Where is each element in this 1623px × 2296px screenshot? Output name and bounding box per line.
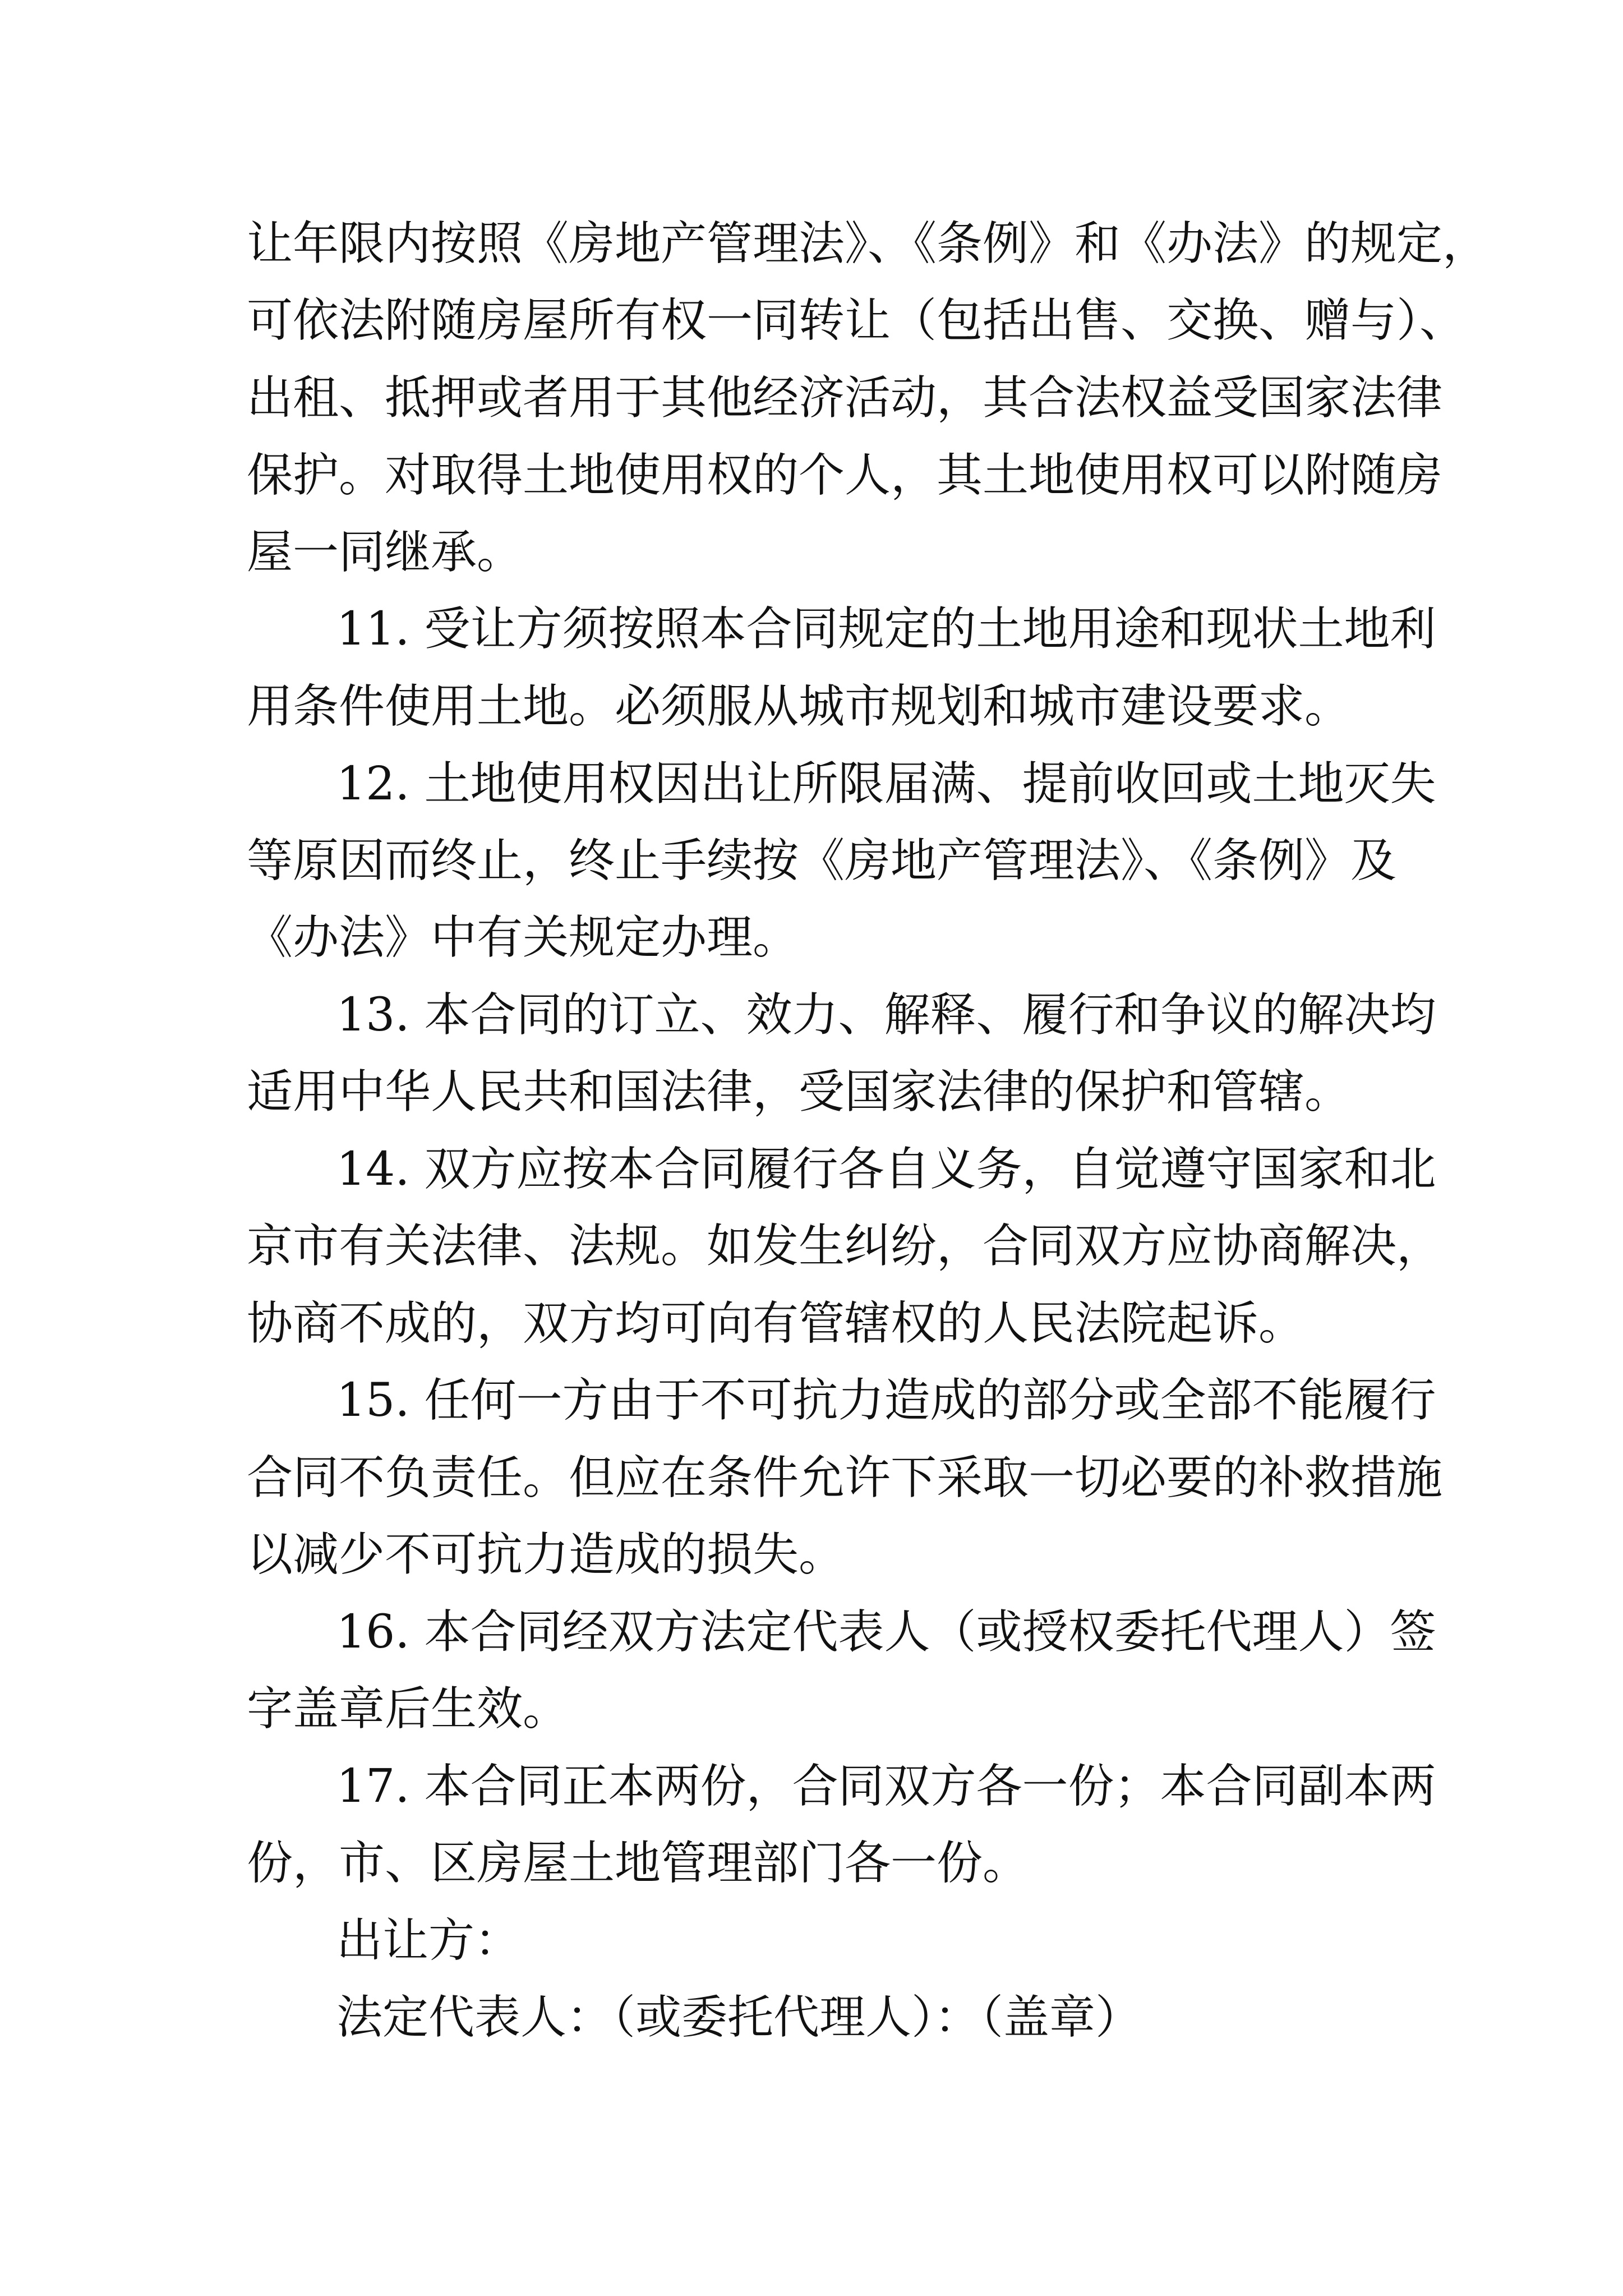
clause-12-line: 等原因而终止，终止手续按《房地产管理法》、《条例》及 bbox=[247, 834, 1397, 887]
clause-16-line: 字盖章后生效。 bbox=[247, 1682, 569, 1736]
text-line: 保护。对取得土地使用权的个人，其土地使用权可以附随房 bbox=[247, 449, 1443, 502]
clause-12-line: 《办法》中有关规定办理。 bbox=[247, 911, 799, 964]
clause-15-line: 以减少不可抗力造成的损失。 bbox=[247, 1528, 845, 1581]
clause-11-line: 11. 受让方须按照本合同规定的土地用途和现状土地利 bbox=[336, 602, 1436, 656]
clause-16-line: 16. 本合同经双方法定代表人（或授权委托代理人）签 bbox=[336, 1605, 1436, 1659]
clause-11-line: 用条件使用土地。必须服从城市规划和城市建设要求。 bbox=[247, 680, 1351, 733]
text-line: 让年限内按照《房地产管理法》、《条例》和《办法》的规定， bbox=[247, 217, 1489, 270]
clause-14-line: 京市有关法律、法规。如发生纠纷，合同双方应协商解决， bbox=[247, 1220, 1443, 1273]
text-line: 出租、抵押或者用于其他经济活动，其合法权益受国家法律 bbox=[247, 371, 1443, 425]
text-line: 屋一同继承。 bbox=[247, 526, 523, 579]
clause-13-line: 适用中华人民共和国法律，受国家法律的保护和管辖。 bbox=[247, 1065, 1351, 1119]
clause-13-line: 13. 本合同的订立、效力、解释、履行和争议的解决均 bbox=[336, 988, 1436, 1042]
clause-17-line: 份，市、区房屋土地管理部门各一份。 bbox=[247, 1837, 1029, 1890]
clause-15-line: 合同不负责任。但应在条件允许下采取一切必要的补救措施 bbox=[247, 1451, 1443, 1504]
text-line: 可依法附随房屋所有权一同转让（包括出售、交换、赠与）、 bbox=[247, 294, 1466, 347]
clause-14-line: 协商不成的，双方均可向有管辖权的人民法院起诉。 bbox=[247, 1297, 1305, 1350]
clause-17-line: 17. 本合同正本两份，合同双方各一份；本合同副本两 bbox=[336, 1760, 1436, 1813]
clause-12-line: 12. 土地使用权因出让所限届满、提前收回或土地灭失 bbox=[336, 757, 1436, 811]
clause-14-line: 14. 双方应按本合同履行各自义务，自觉遵守国家和北 bbox=[336, 1143, 1436, 1196]
transferor-label: 出让方： bbox=[336, 1914, 521, 1967]
clause-15-line: 15. 任何一方由于不可抗力造成的部分或全部不能履行 bbox=[336, 1374, 1436, 1427]
legal-representative-label: 法定代表人：（或委托代理人）：（盖章） bbox=[336, 1991, 1142, 2044]
